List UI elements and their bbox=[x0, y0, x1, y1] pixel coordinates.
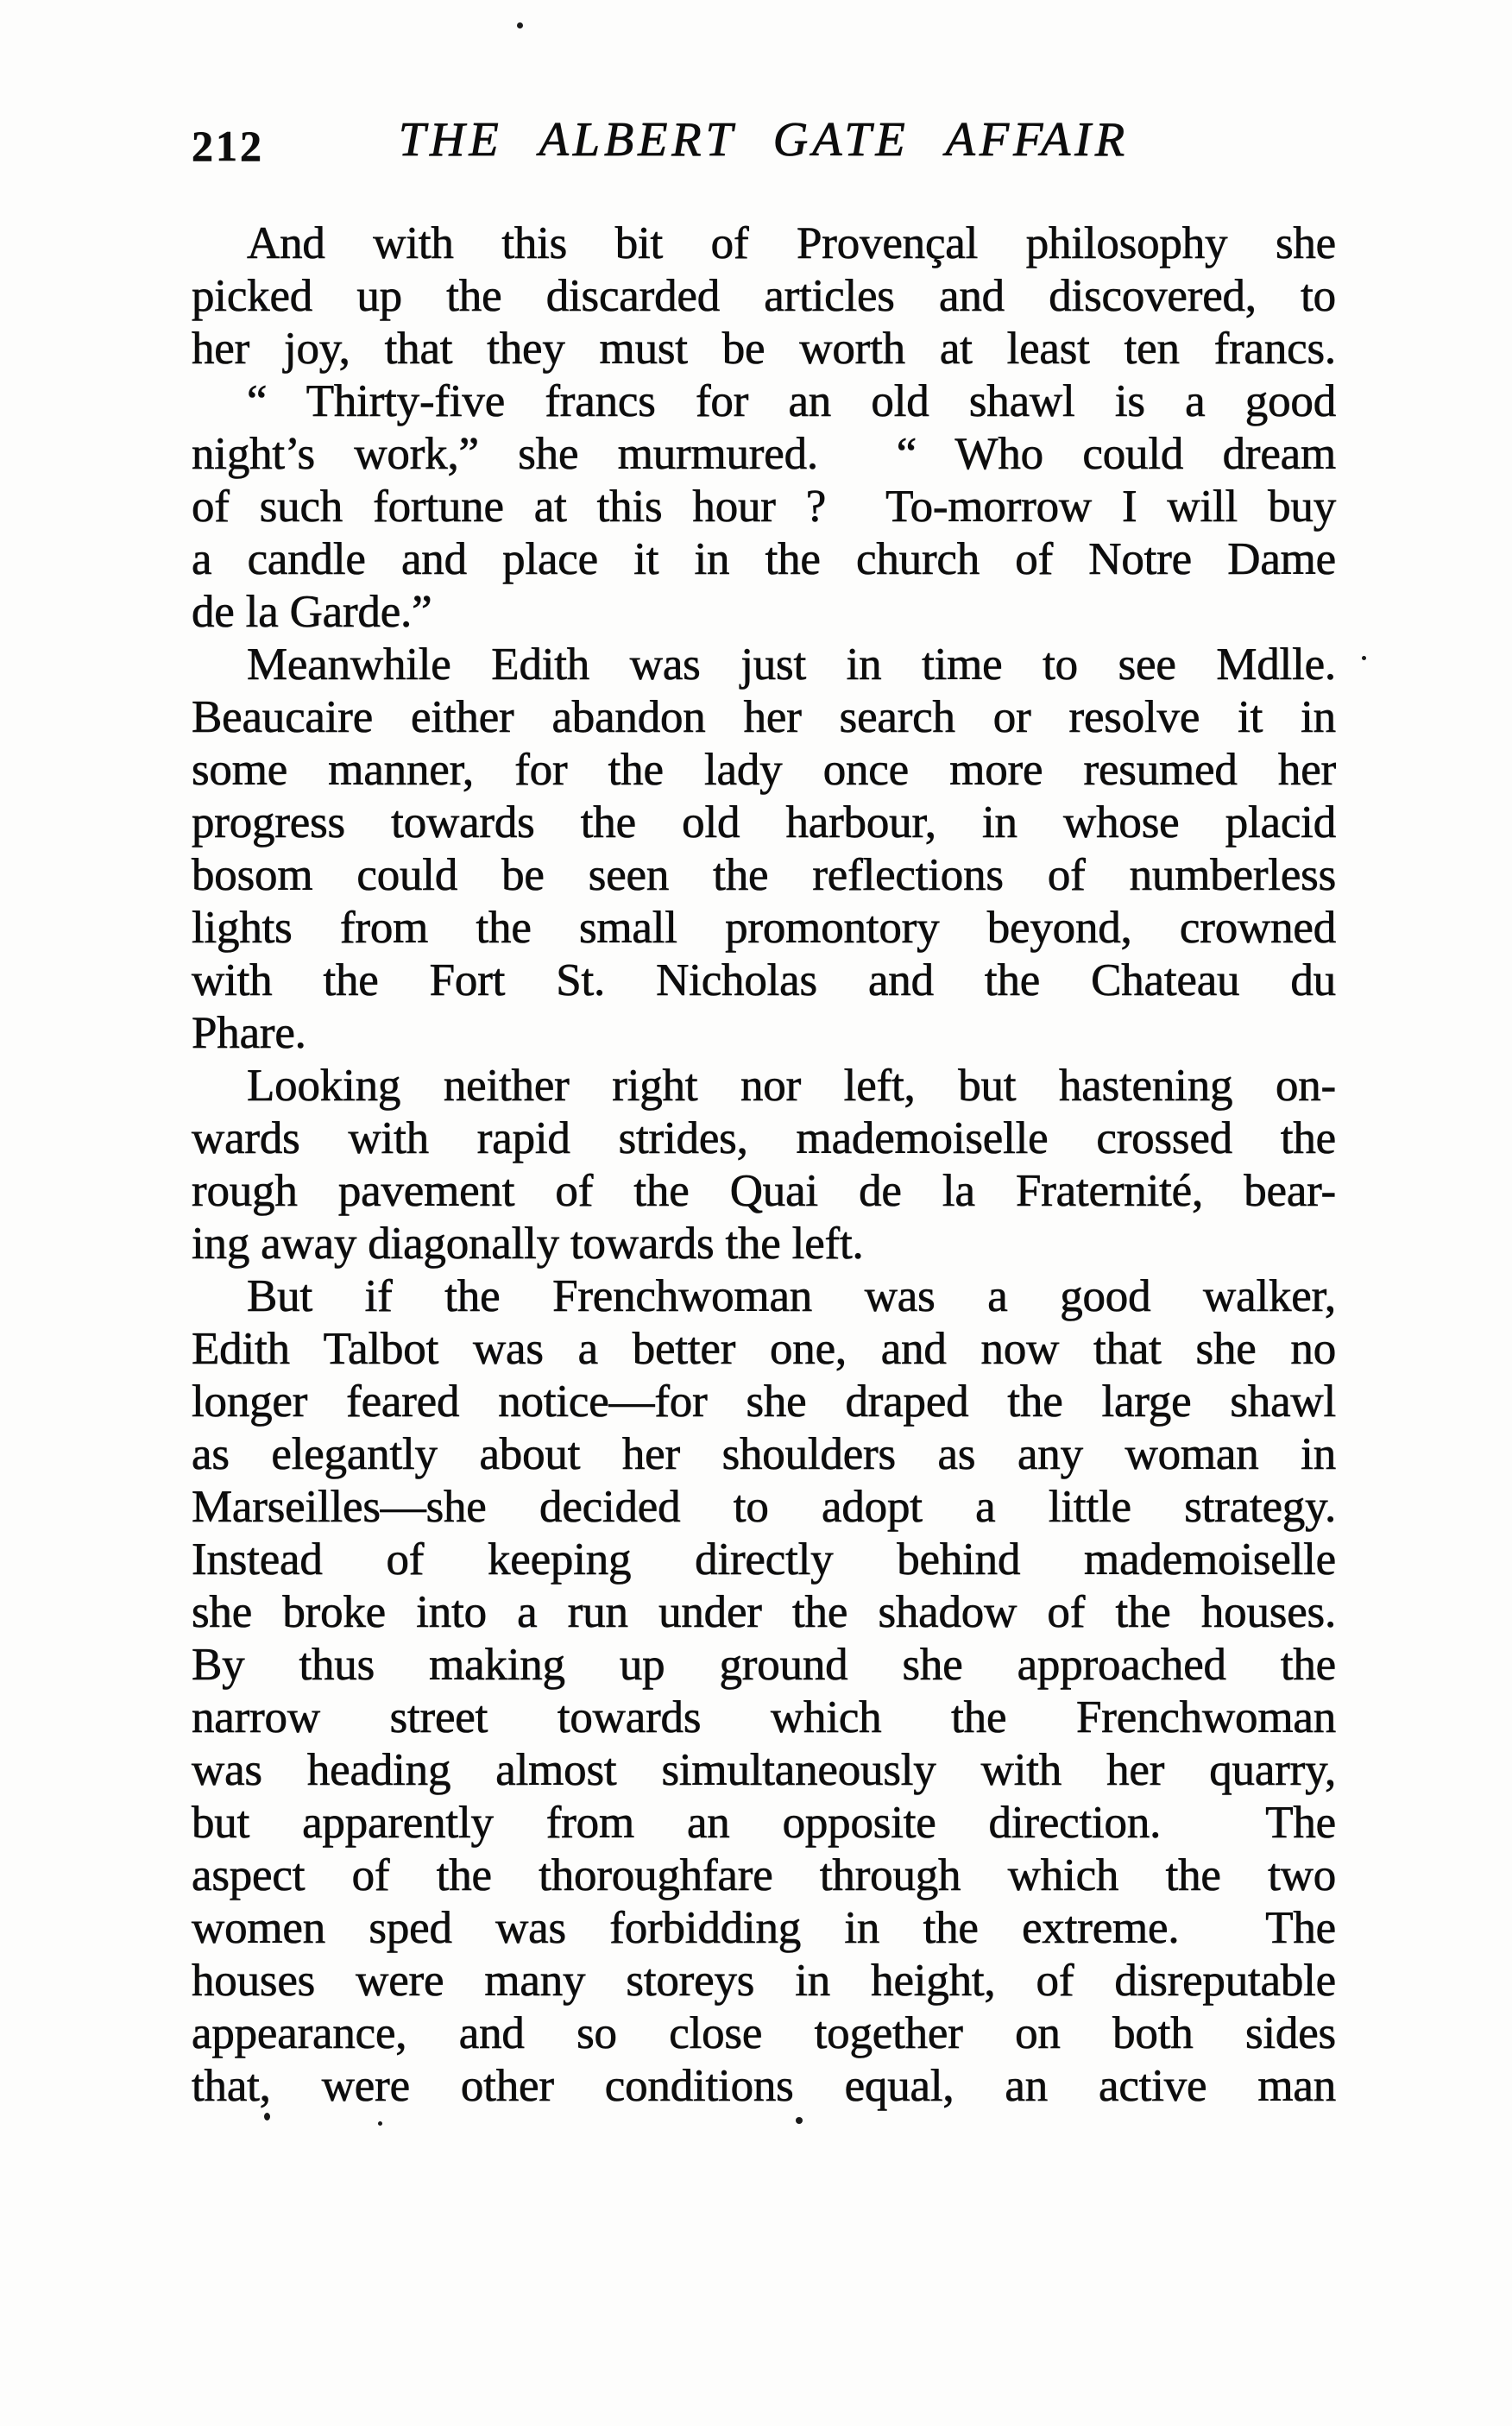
text-line: But if the Frenchwoman was a good walker, bbox=[247, 1271, 1336, 1321]
text-line: By thus making up ground she approached the bbox=[192, 1640, 1336, 1690]
text-line: “ Thirty-five francs for an old shawl is a good bbox=[247, 376, 1336, 426]
text-line: night’s work,” she murmured. “ Who could dream bbox=[192, 429, 1336, 479]
text-line: ing away diagonally towards the left. bbox=[192, 1219, 864, 1269]
text-line: of such fortune at this hour ? To-morrow I will buy bbox=[192, 482, 1336, 532]
text-line: rough pavement of the Quai de la Fraternité, bear- bbox=[192, 1166, 1336, 1216]
text-line: her joy, that they must be worth at least ten francs. bbox=[192, 324, 1336, 374]
text-line: with the Fort St. Nicholas and the Chateau du bbox=[192, 955, 1336, 1005]
text-line: was heading almost simultaneously with her quarry, bbox=[192, 1745, 1336, 1795]
text-line: Instead of keeping directly behind mademoiselle bbox=[192, 1534, 1336, 1585]
text-line: Edith Talbot was a better one, and now that she no bbox=[192, 1324, 1336, 1374]
text-line: de la Garde.” bbox=[192, 587, 432, 637]
text-line: appearance, and so close together on both sides bbox=[192, 2008, 1336, 2058]
text-line: bosom could be seen the reflections of numberless bbox=[192, 850, 1336, 900]
running-title: THE ALBERT GATE AFFAIR bbox=[398, 113, 1130, 167]
text-block bbox=[192, 217, 1336, 2113]
text-line: wards with rapid strides, mademoiselle crossed the bbox=[192, 1113, 1336, 1163]
ink-speck bbox=[517, 22, 523, 28]
text-line: Meanwhile Edith was just in time to see Mdlle. bbox=[247, 640, 1336, 690]
text-line: aspect of the thoroughfare through which the two bbox=[192, 1850, 1336, 1900]
text-line: progress towards the old harbour, in whose placid bbox=[192, 797, 1336, 848]
text-line: And with this bit of Provençal philosophy she bbox=[247, 218, 1336, 268]
text-line: a candle and place it in the church of Notre Dame bbox=[192, 534, 1336, 584]
text-line: some manner, for the lady once more resumed her bbox=[192, 745, 1336, 795]
page-number: 212 bbox=[192, 122, 264, 170]
page-header bbox=[192, 112, 1336, 181]
ink-speck bbox=[264, 2113, 270, 2120]
text-line: longer feared notice—for she draped the large shawl bbox=[192, 1377, 1336, 1427]
text-line: Looking neither right nor left, but hastening on- bbox=[247, 1061, 1336, 1111]
text-line: as elegantly about her shoulders as any woman in bbox=[192, 1429, 1336, 1479]
text-line: lights from the small promontory beyond, crowned bbox=[192, 903, 1336, 953]
text-line: narrow street towards which the Frenchwoman bbox=[192, 1692, 1336, 1742]
text-line: women sped was forbidding in the extreme. The bbox=[192, 1903, 1336, 1953]
ink-speck bbox=[796, 2117, 803, 2124]
text-line: Phare. bbox=[192, 1008, 306, 1058]
text-line: houses were many storeys in height, of disreputable bbox=[192, 1956, 1336, 2006]
text-line: Beaucaire either abandon her search or resolve it in bbox=[192, 692, 1336, 742]
text-line: that, were other conditions equal, an active man bbox=[192, 2061, 1336, 2111]
ink-speck bbox=[1362, 656, 1366, 660]
text-line: she broke into a run under the shadow of the houses. bbox=[192, 1587, 1336, 1637]
ink-speck bbox=[378, 2121, 382, 2126]
text-line: but apparently from an opposite direction. The bbox=[192, 1798, 1336, 1848]
text-line: picked up the discarded articles and discovered, to bbox=[192, 271, 1336, 321]
text-line: Marseilles—she decided to adopt a little strategy. bbox=[192, 1482, 1336, 1532]
